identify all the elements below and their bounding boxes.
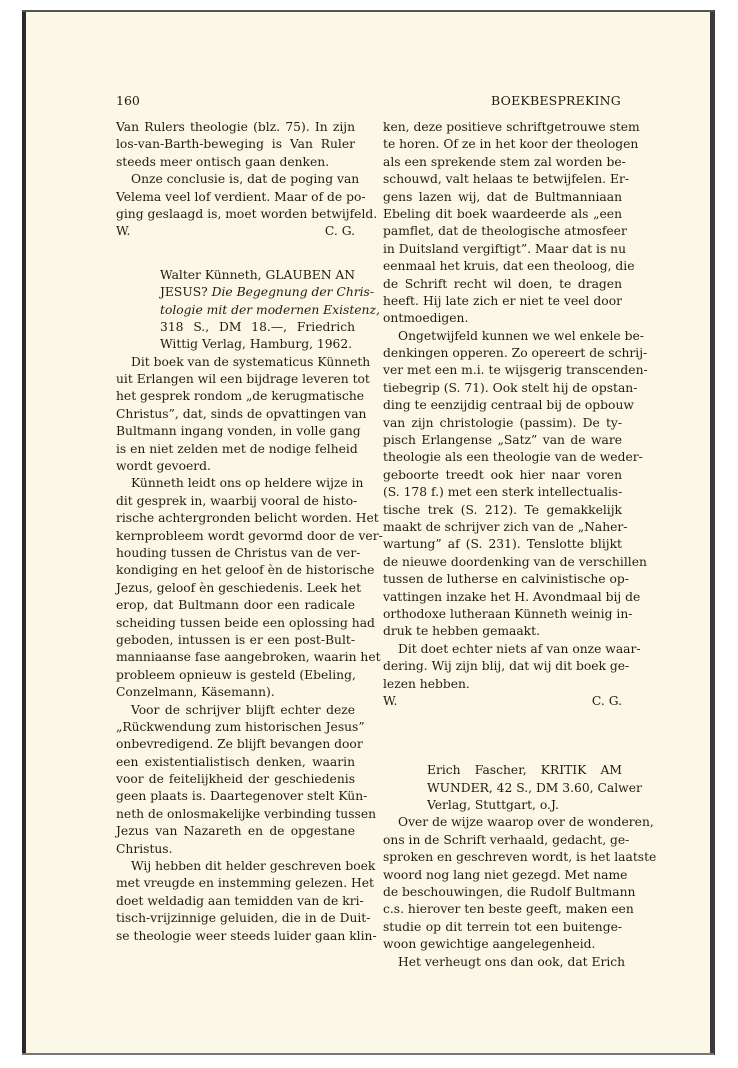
- signature-initials: C. G.: [591, 693, 622, 708]
- text-line: woon gewichtige aangelegenheid.: [383, 937, 596, 952]
- text-line: rische achtergronden belicht worden. Het: [116, 511, 379, 526]
- spacer: [116, 241, 355, 267]
- review-heading-line: [116, 284, 375, 301]
- signature-place: W.: [116, 224, 131, 239]
- page-edge: [22, 10, 26, 1055]
- page-edge: [22, 1053, 714, 1055]
- text-line: als een sprekende stem zal worden be-: [383, 154, 626, 169]
- text-line: is en niet zelden met de nodige felheid: [116, 441, 358, 456]
- text-line: Velema veel lof verdient. Maar of de po-: [116, 189, 366, 204]
- text-line: neth de onlosmakelijke verbinding tussen: [116, 806, 377, 821]
- text-line: sproken en geschreven wordt, is het laatste: [383, 850, 657, 865]
- text-line: Dit doet echter niets af van onze waar-: [398, 641, 641, 656]
- text-line: Het verheugt ons dan ook, dat Erich: [398, 954, 626, 969]
- text-line: se theologie weer steeds luider gaan klin-: [116, 928, 377, 943]
- text-line: ding te eenzijdig centraal bij de opbouw: [383, 398, 634, 413]
- text-line: probleem opnieuw is gesteld (Ebeling,: [116, 667, 356, 682]
- spacer: [383, 710, 622, 762]
- text-line: pisch Erlangense „Satz” van de ware: [383, 433, 622, 448]
- text-line: doet weldadig aan temidden van de kri-: [116, 893, 364, 908]
- text-line: Onze conclusie is, dat de poging van: [131, 172, 360, 187]
- text-line: Christus.: [116, 841, 173, 856]
- text-line: druk te hebben gemaakt.: [383, 624, 540, 639]
- text-line: gens lazen wij, dat de Bultmanniaan: [383, 189, 622, 204]
- text-line: Dit boek van de systematicus Künneth: [131, 354, 371, 369]
- text-line: dering. Wij zijn blij, dat wij dit boek ge-: [383, 659, 630, 674]
- text-line: de nieuwe doordenking van de verschillen: [383, 554, 647, 569]
- text-line: voor de feitelijkheid der geschiedenis: [116, 772, 355, 787]
- text-line: ontmoedigen.: [383, 311, 469, 326]
- text-line: een existentialistisch denken, waarin: [116, 754, 355, 769]
- review-heading-text: JESUS? Die Begegnung der Chris-: [160, 285, 375, 300]
- review-heading-line: tologie mit der modernen Existenz,: [160, 302, 380, 317]
- text-line: woord nog lang niet gezegd. Met name: [383, 867, 628, 882]
- text-line: de Schrift recht wil doen, te dragen: [383, 276, 622, 291]
- text-line: onbevredigend. Ze blijft bevangen door: [116, 737, 363, 752]
- signature-place: W.: [383, 693, 398, 708]
- text-line: tische trek (S. 212). Te gemakkelijk: [383, 502, 622, 517]
- text-line: houding tussen de Christus van de ver-: [116, 545, 361, 560]
- text-line: tiebegrip (S. 71). Ook stelt hij de opstan-: [383, 380, 638, 395]
- text-line: dit gesprek in, waarbij vooral de histo-: [116, 493, 358, 508]
- text-line: Christus”, dat, sinds de opvattingen van: [116, 406, 367, 421]
- review-heading-line: WUNDER, 42 S., DM 3.60, Calwer: [427, 780, 642, 795]
- text-line: Ebeling dit boek waardeerde als „een: [383, 206, 622, 221]
- text-line: „Rückwendung zum historischen Jesus”: [116, 719, 365, 734]
- text-line: Conzelmann, Käsemann).: [116, 685, 275, 700]
- text-line: vattingen inzake het H. Avondmaal bij de: [383, 589, 641, 604]
- signature: [383, 693, 622, 710]
- text-line: pamflet, dat de theologische atmosfeer: [383, 224, 627, 239]
- text-line: Wij hebben dit helder geschreven boek: [131, 859, 376, 874]
- right-column: [383, 119, 657, 971]
- text-line: ver met een m.i. te wijsgerig transcenden-: [383, 363, 648, 378]
- page-edge: [710, 10, 715, 1055]
- text-line: Over de wijze waarop over de wonderen,: [398, 815, 654, 830]
- signature: [116, 223, 355, 240]
- text-line: maakt de schrijver zich van de „Naher-: [383, 519, 628, 534]
- text-line: geen plaats is. Daartegenover stelt Kün-: [116, 789, 368, 804]
- text-line: met vreugde en instemming gelezen. Het: [116, 876, 374, 891]
- text-line: Jezus van Nazareth en de opgestane: [116, 824, 355, 839]
- review-heading-line: Wittig Verlag, Hamburg, 1962.: [160, 337, 353, 352]
- page-edge: [22, 10, 714, 12]
- text-line: ging geslaagd is, moet worden betwijfeld.: [116, 206, 378, 221]
- text-line: c.s. hierover ten beste geeft, maken een: [383, 902, 634, 917]
- page-number: 160: [116, 93, 140, 108]
- review-heading-line: Erich Fascher, KRITIK AM: [427, 763, 622, 778]
- text-line: eenmaal het kruis, dat een theoloog, die: [383, 259, 635, 274]
- text-line: Voor de schrijver blijft echter deze: [131, 702, 355, 717]
- text-line: tisch-vrijzinnige geluiden, die in de Duit-: [116, 911, 371, 926]
- text-line: tussen de lutherse en calvinistische op-: [383, 572, 629, 587]
- text-line: Jezus, geloof èn geschiedenis. Leek het: [116, 580, 362, 595]
- text-line: het gesprek rondom „de kerugmatische: [116, 389, 365, 404]
- text-line: scheiding tussen beide een oplossing had: [116, 615, 375, 630]
- text-line: studie op dit terrein tot een buitenge-: [383, 919, 622, 934]
- left-column: [116, 119, 383, 945]
- review-heading-line: Verlag, Stuttgart, o.J.: [427, 798, 559, 813]
- review-heading-line: Walter Künneth, GLAUBEN AN: [160, 267, 356, 282]
- text-line: orthodoxe lutheraan Künneth weinig in-: [383, 606, 633, 621]
- text-line: heeft. Hij late zich er niet te veel door: [383, 293, 622, 308]
- text-line: geboorte treedt ook hier naar voren: [383, 467, 622, 482]
- text-line: Van Rulers theologie (blz. 75). In zijn: [116, 120, 355, 134]
- text-line: theologie als een theologie van de weder-: [383, 450, 643, 465]
- text-line: schouwd, valt helaas te betwijfelen. Er-: [383, 172, 630, 187]
- text-line: ons in de Schrift verhaald, gedacht, ge-: [383, 832, 630, 847]
- text-line: los-van-Barth-beweging is Van Ruler: [116, 137, 355, 152]
- text-line: geboden, intussen is er een post-Bult-: [116, 632, 355, 647]
- text-line: Ongetwijfeld kunnen we wel enkele be-: [398, 328, 644, 343]
- text-line: manniaanse fase aangebroken, waarin het: [116, 650, 381, 665]
- text-line: te horen. Of ze in het koor der theologen: [383, 137, 639, 152]
- text-line: Bultmann ingang vonden, in volle gang: [116, 424, 361, 439]
- text-line: steeds meer ontisch gaan denken.: [116, 154, 330, 169]
- text-line: ken, deze positieve schriftgetrouwe stem: [383, 120, 640, 134]
- text-line: in Duitsland vergiftigt”. Maar dat is nu: [383, 241, 627, 256]
- text-line: lezen hebben.: [383, 676, 470, 691]
- text-line: denkingen opperen. Zo opereert de schrij-: [383, 346, 648, 361]
- text-line: wartung” af (S. 231). Tenslotte blijkt: [383, 537, 622, 552]
- text-line: kondiging en het geloof èn de historische: [116, 563, 375, 578]
- text-line: uit Erlangen wil een bijdrage leveren tot: [116, 372, 370, 387]
- section-title: BOEKBESPREKING: [491, 93, 621, 108]
- text-line: van zijn christologie (passim). De ty-: [383, 415, 622, 430]
- text-line: Künneth leidt ons op heldere wijze in: [131, 476, 364, 491]
- signature-initials: C. G.: [324, 224, 355, 239]
- text-line: kernprobleem wordt gevormd door de ver-: [116, 528, 383, 543]
- review-heading-line: 318 S., DM 18.—, Friedrich: [160, 319, 355, 334]
- text-line: de beschouwingen, die Rudolf Bultmann: [383, 885, 636, 900]
- text-line: (S. 178 f.) met een sterk intellectualis-: [383, 485, 623, 500]
- text-line: wordt gevoerd.: [116, 459, 211, 474]
- text-line: erop, dat Bultmann door een radicale: [116, 598, 355, 613]
